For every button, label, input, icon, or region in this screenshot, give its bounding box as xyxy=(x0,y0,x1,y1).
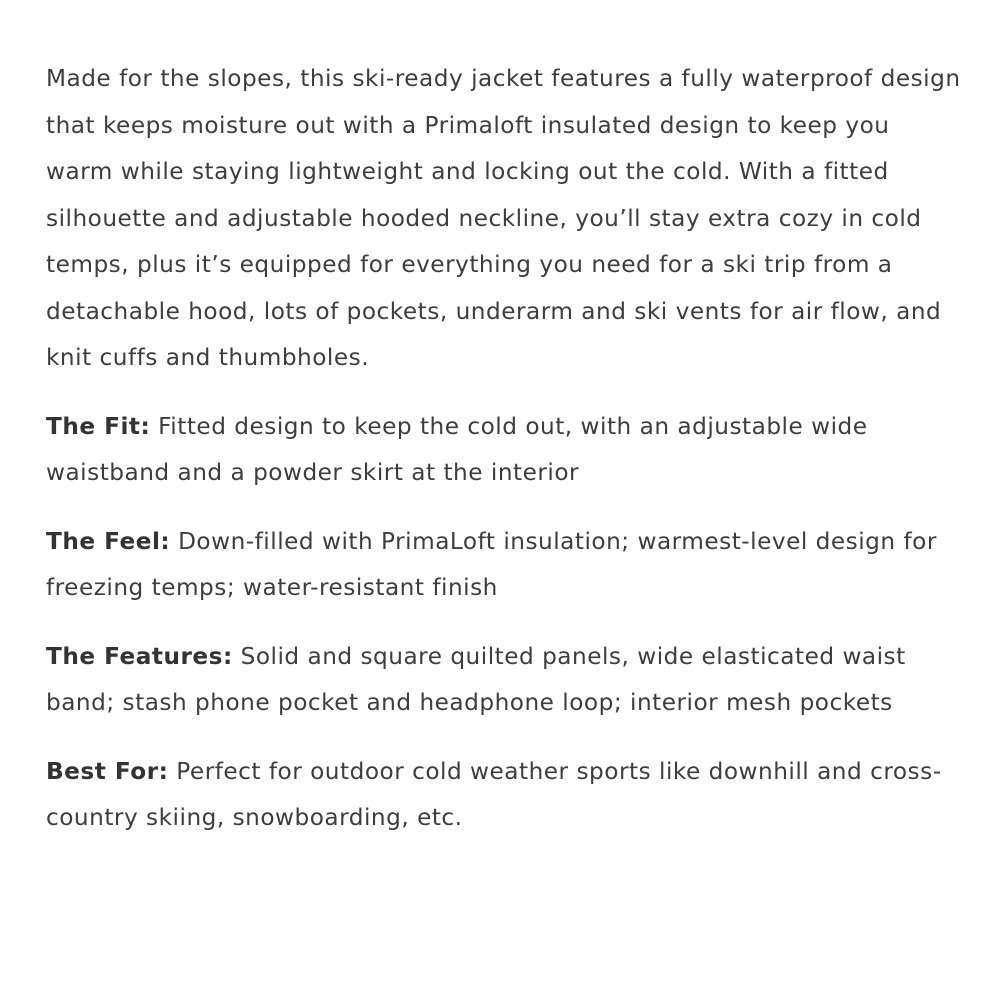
best-for-text: Perfect for outdoor cold weather sports like downhill and cross-country skiing, snowboarding, etc. xyxy=(46,757,942,831)
fit-label: The Fit: xyxy=(46,412,151,440)
feel-paragraph xyxy=(46,519,961,612)
feel-text: Down-filled with PrimaLoft insulation; warmest-level design for freezing temps; water-resistant finish xyxy=(46,527,937,601)
feel-label: The Feel: xyxy=(46,527,171,555)
product-description xyxy=(46,56,961,842)
features-text: Solid and square quilted panels, wide elasticated waist band; stash phone pocket and headphone loop; interior mesh pockets xyxy=(46,642,906,716)
features-paragraph xyxy=(46,634,961,727)
best-for-label: Best For: xyxy=(46,757,169,785)
best-for-paragraph xyxy=(46,749,961,842)
fit-paragraph xyxy=(46,404,961,497)
intro-paragraph: Made for the slopes, this ski-ready jacket features a fully waterproof design that keeps moisture out with a Primaloft insulated design to keep you warm while staying lightweight and locking out the cold. With a fitted silhouette and adjustable hooded neckline, you’ll stay extra cozy in cold temps, plus it’s equipped for everything you need for a ski trip from a detachable hood, lots of pockets, underarm and ski vents for air flow, and knit cuffs and thumbholes. xyxy=(46,65,961,371)
features-label: The Features: xyxy=(46,642,233,670)
fit-text: Fitted design to keep the cold out, with an adjustable wide waistband and a powder skirt at the interior xyxy=(46,412,868,486)
